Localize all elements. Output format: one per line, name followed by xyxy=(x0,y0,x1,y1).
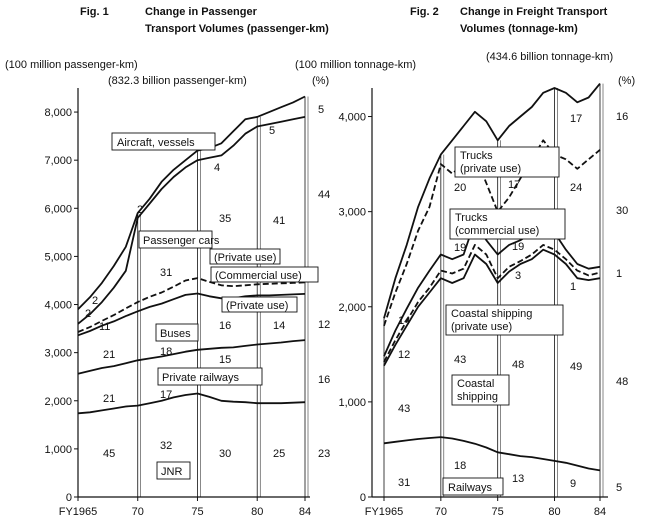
label-commercial-use-cars: (Commercial use) xyxy=(215,270,302,282)
seg-label: 18 xyxy=(160,346,173,358)
pct-label: 30 xyxy=(616,205,629,217)
label-trucks-private-2: (private use) xyxy=(460,163,522,175)
pct-label: 1 xyxy=(616,268,623,280)
seg-label: 2 xyxy=(92,295,99,307)
fig1-total-note: (832.3 billion passenger-km) xyxy=(108,75,247,87)
seg-label: 21 xyxy=(103,393,116,405)
fig1-title-line1: Change in Passenger xyxy=(145,6,257,18)
seg-label: 24 xyxy=(570,182,583,194)
seg-label: 17 xyxy=(570,113,583,125)
y-tick-label: 4,000 xyxy=(44,299,72,312)
pct-label: 5 xyxy=(318,104,325,116)
label-private-use-buses: (Private use) xyxy=(226,300,289,312)
fig1-title-line2: Transport Volumes (passenger-km) xyxy=(145,23,329,35)
seg-label: 19 xyxy=(454,242,467,254)
series-line-coastal-shipping-private-use- xyxy=(384,245,600,362)
label-coastal-shipping-2: shipping xyxy=(457,391,498,403)
fig2-title-line1: Change in Freight Transport xyxy=(460,6,608,18)
seg-label: 4 xyxy=(214,162,221,174)
y-tick-label: 4,000 xyxy=(338,111,366,124)
y-tick-label: 1,000 xyxy=(338,396,366,409)
seg-label: 31 xyxy=(398,477,411,489)
y-tick-label: 7,000 xyxy=(44,155,72,168)
seg-label: 20 xyxy=(454,182,467,194)
seg-label: 2 xyxy=(137,204,144,216)
label-aircraft-vessels: Aircraft, vessels xyxy=(117,137,195,149)
x-tick-label: FY1965 xyxy=(58,506,98,518)
pct-label: 5 xyxy=(616,482,623,494)
fig2-pct-unit: (%) xyxy=(618,75,636,87)
seg-label: 1 xyxy=(570,281,577,293)
seg-label: 14 xyxy=(273,320,286,332)
pct-label: 16 xyxy=(318,374,331,386)
pct-label: 48 xyxy=(616,376,629,388)
pct-label: 44 xyxy=(318,189,331,201)
seg-label: 11 xyxy=(99,321,111,333)
label-passenger-cars: Passenger cars xyxy=(143,235,220,247)
label-jnr: JNR xyxy=(161,466,183,478)
seg-label: 21 xyxy=(103,349,116,361)
pct-label: 16 xyxy=(616,111,629,123)
fig2-total-note: (434.6 billion tonnage-km) xyxy=(486,51,614,63)
seg-label: 25 xyxy=(273,448,286,460)
y-tick-label: 6,000 xyxy=(44,203,72,216)
x-tick-label: 70 xyxy=(434,506,447,518)
seg-label: 41 xyxy=(273,215,286,227)
label-private-use-cars: (Private use) xyxy=(214,252,277,264)
series-line-railways xyxy=(384,437,600,470)
series-line-trucks-commercial-use- xyxy=(384,221,600,356)
pct-label: 12 xyxy=(318,319,331,331)
label-coastal-shipping-1: Coastal xyxy=(457,378,495,390)
seg-label: 12 xyxy=(398,349,411,361)
seg-label: 43 xyxy=(398,403,411,415)
seg-label: 49 xyxy=(570,361,583,373)
fig1-unit: (100 million passenger-km) xyxy=(5,59,138,71)
y-tick-label: 0 xyxy=(65,492,72,504)
y-tick-label: 5,000 xyxy=(44,251,72,264)
fig2-unit: (100 million tonnage-km) xyxy=(295,59,417,71)
seg-label: 19 xyxy=(512,241,525,253)
seg-label: 31 xyxy=(160,267,173,279)
seg-label: 17 xyxy=(508,179,521,191)
y-tick-label: 3,000 xyxy=(44,347,72,360)
label-trucks-commercial-2: (commercial use) xyxy=(455,225,540,237)
label-buses: Buses xyxy=(160,328,191,340)
x-tick-label: 75 xyxy=(191,506,204,518)
seg-label: 13 xyxy=(512,473,525,485)
seg-label: 48 xyxy=(512,359,525,371)
label-railways: Railways xyxy=(448,482,493,494)
x-tick-label: 80 xyxy=(251,506,264,518)
y-tick-label: 3,000 xyxy=(338,206,366,219)
seg-label: 3 xyxy=(515,270,522,282)
seg-label: 15 xyxy=(219,354,232,366)
x-tick-label: 80 xyxy=(548,506,561,518)
y-tick-label: 2,000 xyxy=(338,301,366,314)
seg-label: 45 xyxy=(103,448,116,460)
fig2-box-labels xyxy=(443,147,565,495)
seg-label: 2 xyxy=(85,308,92,320)
y-tick-label: 1,000 xyxy=(44,443,72,456)
series-line-total xyxy=(384,84,600,319)
y-tick-label: 0 xyxy=(359,492,366,504)
x-tick-label: 70 xyxy=(131,506,144,518)
x-tick-label: 75 xyxy=(491,506,504,518)
fig2-series-lines xyxy=(384,84,600,471)
fig1-pct-unit: (%) xyxy=(312,75,330,87)
seg-label: 5 xyxy=(269,125,276,137)
fig1-label: Fig. 1 xyxy=(80,6,109,18)
fig2-label: Fig. 2 xyxy=(410,6,439,18)
x-tick-label: 84 xyxy=(593,506,607,518)
y-tick-label: 8,000 xyxy=(44,107,72,120)
label-trucks-commercial-1: Trucks xyxy=(455,212,488,224)
seg-label: 43 xyxy=(454,354,467,366)
seg-label: 9 xyxy=(570,478,577,490)
fig1-box-labels xyxy=(112,133,318,479)
seg-label: 18 xyxy=(454,460,467,472)
pct-label: 23 xyxy=(318,448,331,460)
seg-label: 16 xyxy=(219,320,232,332)
label-trucks-private-1: Trucks xyxy=(460,150,493,162)
x-tick-label: 84 xyxy=(298,506,312,518)
seg-label: 17 xyxy=(160,389,173,401)
fig2-title-line2: Volumes (tonnage-km) xyxy=(460,23,578,35)
label-private-railways: Private railways xyxy=(162,372,240,384)
seg-label: 35 xyxy=(219,213,232,225)
seg-label: 32 xyxy=(160,440,173,452)
x-tick-label: FY1965 xyxy=(364,506,404,518)
seg-label: 30 xyxy=(219,448,232,460)
label-coastal-private-1: Coastal shipping xyxy=(451,308,533,320)
seg-label: 14 xyxy=(398,315,411,327)
label-coastal-private-2: (private use) xyxy=(451,321,513,333)
y-tick-label: 2,000 xyxy=(44,395,72,408)
